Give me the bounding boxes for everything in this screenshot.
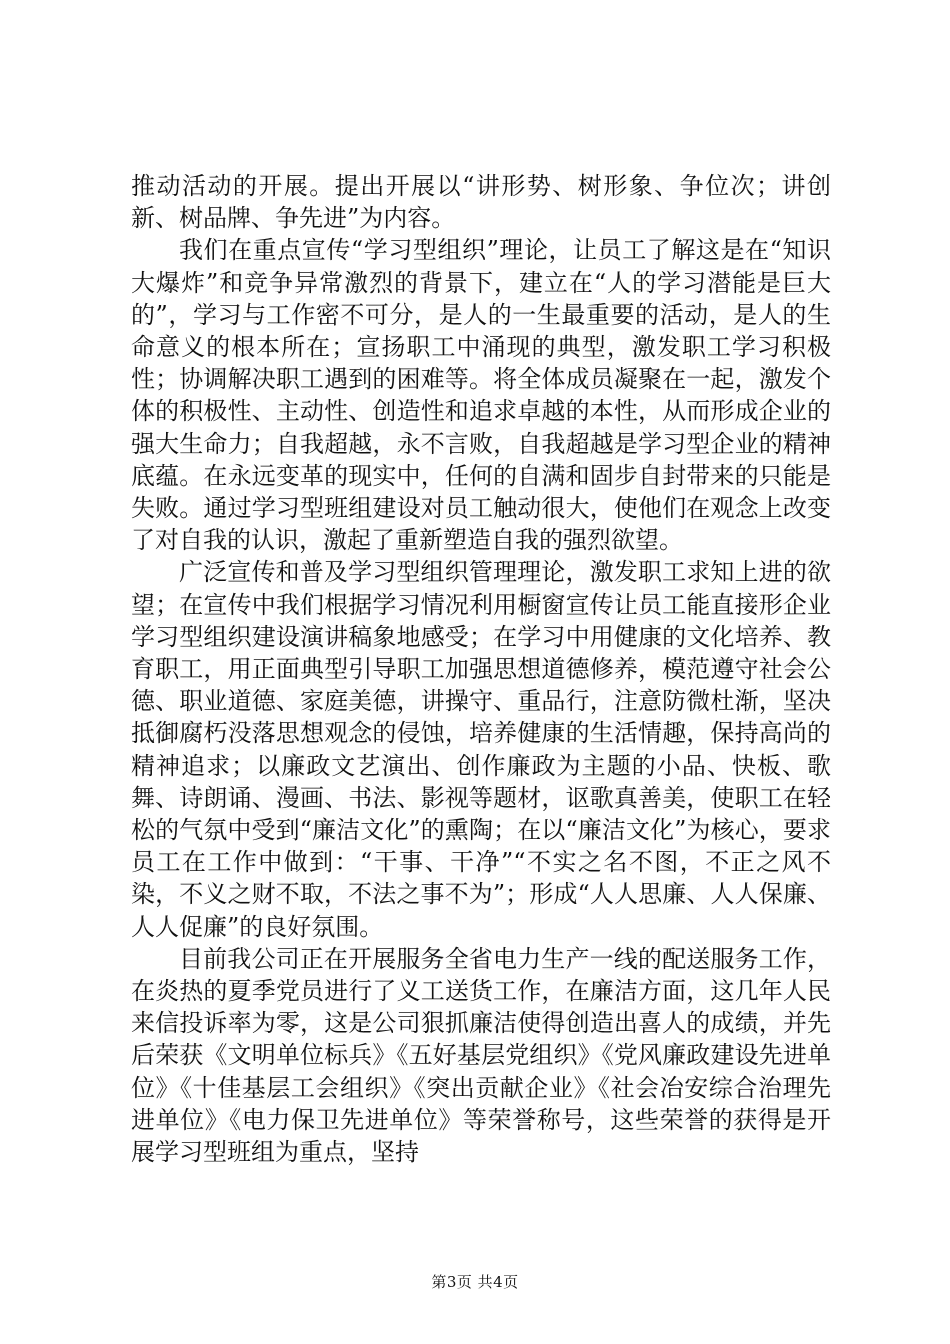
- page-footer: [0, 1271, 950, 1292]
- paragraph-1: 推动活动的开展。提出开展以“讲形势、树形象、争位次；讲创新、树品牌、争先进”为内容。: [131, 172, 831, 233]
- paragraph-2: 我们在重点宣传“学习型组织”理论，让员工了解这是在“知识大爆炸”和竞争异常激烈的背景下，建立在“人的学习潜能是巨大的”，学习与工作密不可分，是人的一生最重要的活动，是人的生命意义的根本所在；宣扬职工中涌现的典型，激发职工学习积极性；协调解决职工遇到的困难等。将全体成员凝聚在一起，激发个体的积极性、主动性、创造性和追求卓越的本性，从而形成企业的强大生命力；自我超越，永不言败，自我超越是学习型企业的精神底蕴。在永远变革的现实中，任何的自满和固步自封带来的只能是失败。通过学习型班组建设对员工触动很大，使他们在观念上改变了对自我的认识，激起了重新塑造自我的强烈欲望。: [131, 236, 831, 555]
- page-number: 第3页 共4页: [431, 1273, 519, 1291]
- document-body: [131, 170, 831, 1168]
- paragraph-3: 广泛宣传和普及学习型组织管理理论，激发职工求知上进的欲望；在宣传中我们根据学习情况利用橱窗宣传让员工能直接形企业学习型组织建设演讲稿象地感受；在学习中用健康的文化培养、教育职工，用正面典型引导职工加强思想道德修养，模范遵守社会公德、职业道德、家庭美德，讲操守、重品行，注意防微杜渐，坚决抵御腐朽没落思想观念的侵蚀，培养健康的生活情趣，保持高尚的精神追求；以廉政文艺演出、创作廉政为主题的小品、快板、歌舞、诗朗诵、漫画、书法、影视等题材，讴歌真善美，使职工在轻松的气氛中受到“廉洁文化”的熏陶；在以“廉洁文化”为核心，要求员工在工作中做到：“干事、干净”“不实之名不图，不正之风不染，不义之财不取，不法之事不为”；形成“人人思廉、人人保廉、人人促廉”的良好氛围。: [131, 558, 831, 941]
- paragraph-4: 目前我公司正在开展服务全省电力生产一线的配送服务工作，在炎热的夏季党员进行了义工送货工作，在廉洁方面，这几年人民来信投诉率为零，这是公司狠抓廉洁使得创造出喜人的成绩，并先后荣获《文明单位标兵》《五好基层党组织》《党风廉政建设先进单位》《十佳基层工会组织》《突出贡献企业》《社会冶安综合治理先进单位》《电力保卫先进单位》等荣誉称号，这些荣誉的获得是开展学习型班组为重点，坚持: [131, 944, 831, 1167]
